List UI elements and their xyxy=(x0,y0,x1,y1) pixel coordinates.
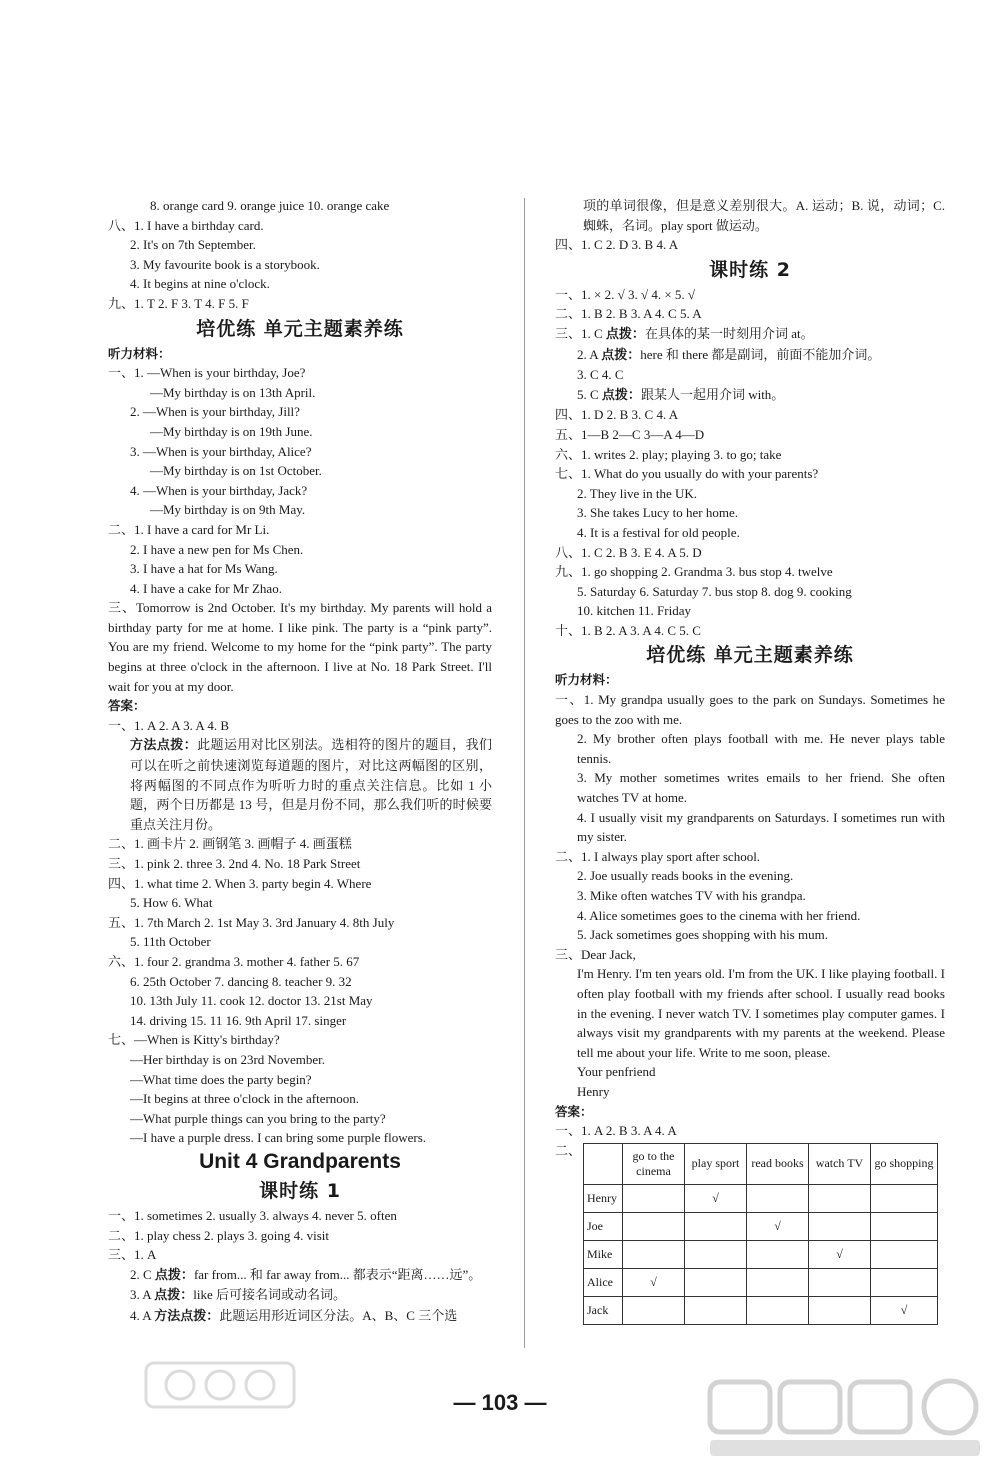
text-line: 10. kitchen 11. Friday xyxy=(577,603,691,619)
column-divider xyxy=(524,198,525,1348)
text-line: 2. Joe usually reads books in the evening. xyxy=(577,868,794,884)
table-cell xyxy=(747,1296,809,1324)
text-line: 一、1. × 2. √ 3. √ 4. × 5. √ xyxy=(555,286,696,302)
table-corner-cell xyxy=(584,1143,623,1184)
section-heading: 培优练 单元主题素养练 xyxy=(196,317,404,340)
tip-label: 点拨： xyxy=(601,347,641,363)
table-cell xyxy=(747,1240,809,1268)
table-row xyxy=(584,1212,938,1240)
item-number: 4. A xyxy=(130,1307,155,1323)
lesson-heading: 课时练 1 xyxy=(259,1179,341,1202)
item-number: 3. A xyxy=(130,1287,155,1303)
site-watermark-logo xyxy=(700,1372,990,1462)
text-line: 一、1. My grandpa usually goes to the park on Sundays. Sometimes he goes to the zoo with me. xyxy=(555,692,945,727)
listening-label: 听力材料： xyxy=(555,672,618,688)
table-cell: √ xyxy=(809,1240,871,1268)
table-cell xyxy=(623,1240,685,1268)
text-line: 5. Saturday 6. Saturday 7. bus stop 8. dog 9. cooking xyxy=(577,583,852,599)
text-line: 4. I have a cake for Mr Zhao. xyxy=(130,580,282,596)
item-number: 5. C xyxy=(577,386,602,402)
table-header-cell: go to the cinema xyxy=(623,1143,685,1184)
table-cell xyxy=(623,1184,685,1212)
item-number: 2. A xyxy=(577,346,602,362)
text-line: 5. 11th October xyxy=(130,934,211,950)
text-line: 五、1. 7th March 2. 1st May 3. 3rd January 4. 8th July xyxy=(108,914,395,930)
text-line: —I have a purple dress. I can bring some purple flowers. xyxy=(130,1130,427,1146)
text-line: 4. It is a festival for old people. xyxy=(577,524,740,540)
item-number: 三、1. C xyxy=(555,325,606,341)
text-line: 4. I usually visit my grandparents on Saturdays. I sometimes run with my sister. xyxy=(577,809,945,845)
tip-text: 跟某人一起用介词 with。 xyxy=(640,386,785,402)
text-line: 3. C 4. C xyxy=(577,367,624,383)
text-line: 3. She takes Lucy to her home. xyxy=(577,505,739,521)
table-row xyxy=(584,1184,938,1212)
table-header-cell: play sport xyxy=(685,1143,747,1184)
text-line: 十、1. B 2. A 3. A 4. C 5. C xyxy=(555,622,701,638)
tip-text: 此题运用对比区别法。选相符的图片的题目，我们可以在听之前快速浏览每道题的图片，对比这两幅图的区别，将两幅图的不同点作为听听力时的重点关注信息。比如 1 小题，两个日历都是 13 号，但是月份不同，那么我们听的时候要重点关注月份。 xyxy=(130,737,492,832)
table-header-cell: watch TV xyxy=(809,1143,871,1184)
table-cell: √ xyxy=(623,1268,685,1296)
tip-label: 方法点拨： xyxy=(154,1308,220,1324)
text-line: 4. It begins at nine o'clock. xyxy=(130,276,270,292)
text-line: —It begins at three o'clock in the afternoon. xyxy=(130,1091,360,1107)
lesson-heading: 课时练 2 xyxy=(709,258,791,281)
text-line: 六、1. writes 2. play; playing 3. to go; take xyxy=(555,446,782,462)
tip-line xyxy=(555,345,945,366)
unit-title: Unit 4 Grandparents xyxy=(199,1149,401,1173)
row-name: Mike xyxy=(584,1240,623,1268)
tip-text: like 后可接名词或动名词。 xyxy=(193,1287,346,1303)
text-line: —My birthday is on 9th May. xyxy=(150,502,306,518)
paragraph: 三、Tomorrow is 2nd October. It's my birthday. My parents will hold a birthday party for me at home. I like pink. The party is a “pink party”. You are my friend. Welcome to my home for the “pink party”. The party begins at three o'clock in the afternoon. I live at No. 18 Park Street. I'll wait for you at my door. xyxy=(108,600,492,694)
text-line: 四、1. what time 2. When 3. party begin 4. Where xyxy=(108,875,372,891)
answer-label: 答案： xyxy=(108,698,146,714)
text-line: —My birthday is on 13th April. xyxy=(150,384,316,400)
text-line: 5. Jack sometimes goes shopping with his mum. xyxy=(577,927,828,943)
text-line: 八、1. I have a birthday card. xyxy=(108,217,264,233)
table-cell: √ xyxy=(871,1296,938,1324)
text-line: 3. I have a hat for Ms Wang. xyxy=(130,561,278,577)
tip-label: 点拨： xyxy=(601,387,641,403)
row-name: Joe xyxy=(584,1212,623,1240)
text-line: 四、1. D 2. B 3. C 4. A xyxy=(555,407,679,423)
table-cell xyxy=(747,1268,809,1296)
table-cell: √ xyxy=(685,1184,747,1212)
table-row xyxy=(584,1296,938,1324)
text-line: 一、1. A 2. B 3. A 4. A xyxy=(555,1123,677,1139)
table-cell xyxy=(623,1296,685,1324)
text-line: Henry xyxy=(577,1083,610,1099)
tip-label: 点拨： xyxy=(154,1288,194,1304)
text-line: 2. It's on 7th September. xyxy=(130,237,256,253)
tip-line xyxy=(555,324,945,345)
tip-label: 点拨： xyxy=(154,1267,194,1283)
text-line: 10. 13th July 11. cook 12. doctor 13. 21st May xyxy=(130,993,373,1009)
listening-label: 听力材料： xyxy=(108,345,171,361)
text-line: 4. —When is your birthday, Jack? xyxy=(130,482,308,498)
text-line: 七、—When is Kitty's birthday? xyxy=(108,1032,280,1048)
text-line: 4. Alice sometimes goes to the cinema with her friend. xyxy=(577,907,861,923)
text-line: 二、1. I always play sport after school. xyxy=(555,848,761,864)
table-cell xyxy=(809,1268,871,1296)
table-cell xyxy=(623,1212,685,1240)
text-line: 二、1. B 2. B 3. A 4. C 5. A xyxy=(555,306,702,322)
text-line: 一、1. sometimes 2. usually 3. always 4. never 5. often xyxy=(108,1207,397,1223)
table-cell xyxy=(809,1296,871,1324)
table-cell xyxy=(871,1268,938,1296)
text-line: 七、1. What do you usually do with your parents? xyxy=(555,466,819,482)
text-line: —What time does the party begin? xyxy=(130,1071,312,1087)
text-line: 2. I have a new pen for Ms Chen. xyxy=(130,541,304,557)
table-header-cell: go shopping xyxy=(871,1143,938,1184)
text-line: —Her birthday is on 23rd November. xyxy=(130,1051,325,1067)
tip-line xyxy=(108,1306,492,1327)
text-line: 8. orange card 9. orange juice 10. orange cake xyxy=(150,198,390,213)
left-column xyxy=(108,196,492,1326)
row-name: Henry xyxy=(584,1184,623,1212)
table-cell xyxy=(809,1184,871,1212)
text-line: 2. —When is your birthday, Jill? xyxy=(130,404,300,420)
text-line: 3. My mother sometimes writes emails to her friend. She often watches TV at home. xyxy=(577,770,945,806)
page-number: — 103 — xyxy=(453,1390,547,1415)
table-cell xyxy=(685,1240,747,1268)
table-cell xyxy=(871,1240,938,1268)
text-line: 6. 25th October 7. dancing 8. teacher 9. 32 xyxy=(130,973,352,989)
tip-text: 此题运用形近词区分法。A、B、C 三个选 xyxy=(219,1307,458,1323)
text-line: 一、1. —When is your birthday, Joe? xyxy=(108,365,306,381)
table-cell xyxy=(747,1184,809,1212)
text-line: 3. My favourite book is a storybook. xyxy=(130,256,320,272)
table-cell: √ xyxy=(747,1212,809,1240)
text-line: 14. driving 15. 11 16. 9th April 17. singer xyxy=(130,1012,347,1028)
table-header-row xyxy=(584,1143,938,1184)
text-line: —My birthday is on 1st October. xyxy=(150,463,322,479)
item-number: 2. C xyxy=(130,1266,155,1282)
text-line: 九、1. T 2. F 3. T 4. F 5. F xyxy=(108,295,249,311)
text-line: —My birthday is on 19th June. xyxy=(150,423,313,439)
text-line: 四、1. C 2. D 3. B 4. A xyxy=(555,237,679,253)
answer-label: 答案： xyxy=(555,1103,593,1119)
right-column: 项的单词很像，但是意义差别很大。A. 运动；B. 说，动词；C. 蜘蛛，名词。play sport 做运动。 四、1. C 2. D 3. B 4. A 课时练 2 一、1. × 2. √ 3. √ 4. × 5. √ 二、1. B 2. B 3. A 4. C 5. A 三、1. C 点拨：在具体的某一时刻用介词 at。 2. A 点拨：here 和 there 都是副词，前面不能加介词。 3. C 4. C 5. C 点拨：跟某人一起用介词 with。 四、1. D 2. B 3. C 4. A 五、1—B 2—C 3—A 4—D 六、1. writes 2. play; playing 3. to go; take 七、1. What do you usually do with your parents? 2. They live in the UK. 3. She takes Lucy to her home. 4. It is a festival for old people. 八、1. C 2. B 3. E 4. A 5. D 九、1. go shopping 2. Grandma 3. bus stop 4. twelve 5. Saturday 6. Saturday 7. bus stop 8. dog 9. cooking 10. kitchen 11. Friday 十、1. B 2. A 3. A 4. C 5. C 培优练 单元主题素养练 听力材料： 一、1. My grandpa usually goes to the park on Sundays. Sometimes he goes to the zoo with me. 2. My brother often plays football with me. He never plays table tennis. 3. My mother sometimes writes emails to her friend. She often watches TV at home. 4. I usually visit my grandparents on Saturdays. I sometimes run with my sister. 二、1. I always play sport after school. 2. Joe usually reads books in the evening. 3. Mike often watches TV with his grandpa. 4. Alice sometimes goes to the cinema with her friend. 5. Jack sometimes goes shopping with his mum. 三、Dear Jack, I'm Henry. I'm ten years old. I'm from the UK. I like playing football. I often play football with my friends after school. I usually read books in the evening. I never watch TV. I sometimes play computer games. I always visit my grandparents with my parents at the weekend. Please tell me about your life. Write to me soon, please. Your penfriend Henry 答案： 一、1. A 2. B 3. A 4. A 二、 go to the cinema play sport read books watch TV go shopping Henry √ Joe √ Mike √ Alice √ Jack √ xyxy=(555,196,945,1325)
text-line: 3. Mike often watches TV with his grandpa. xyxy=(577,888,806,903)
text-line: 项的单词很像，但是意义差别很大。A. 运动；B. 说，动词；C. 蜘蛛，名词。play sport 做运动。 xyxy=(583,198,945,233)
tip-text: 在具体的某一时刻用介词 at。 xyxy=(644,325,814,341)
text-line: 2. My brother often plays football with me. He never plays table tennis. xyxy=(577,731,945,766)
row-name: Alice xyxy=(584,1268,623,1296)
table-cell xyxy=(685,1212,747,1240)
letter-body: I'm Henry. I'm ten years old. I'm from the UK. I like playing football. I often play football with my friends after school. I usually read books in the evening. I never watch TV. I sometimes play computer games. I always visit my grandparents with my parents at the weekend. Please tell me about your life. Write to me soon, please. xyxy=(577,966,945,1060)
text-line: 五、1—B 2—C 3—A 4—D xyxy=(555,426,705,442)
text-line: 2. They live in the UK. xyxy=(577,485,697,501)
text-line: 二、1. play chess 2. plays 3. going 4. visit xyxy=(108,1227,329,1243)
text-line: 八、1. C 2. B 3. E 4. A 5. D xyxy=(555,544,702,560)
tip-label: 方法点拨： xyxy=(130,738,198,754)
text-line: 三、1. pink 2. three 3. 2nd 4. No. 18 Park Street xyxy=(108,856,361,871)
table-row xyxy=(584,1268,938,1296)
text-line: —What purple things can you bring to the party? xyxy=(130,1110,386,1126)
tip-label: 点拨： xyxy=(605,326,645,342)
text-line: 3. —When is your birthday, Alice? xyxy=(130,443,312,459)
table-cell xyxy=(871,1212,938,1240)
section-heading: 培优练 单元主题素养练 xyxy=(646,644,854,667)
tip-text: far from... 和 far away from... 都表示“距离……远”。 xyxy=(193,1266,482,1282)
table-cell xyxy=(809,1212,871,1240)
text-line: 三、Dear Jack, xyxy=(555,946,636,962)
table-row xyxy=(584,1240,938,1268)
text-line: 二、1. I have a card for Mr Li. xyxy=(108,521,270,537)
text-line: 六、1. four 2. grandma 3. mother 4. father 5. 67 xyxy=(108,953,360,969)
text-line: Your penfriend xyxy=(577,1064,656,1080)
tip-line xyxy=(555,385,945,406)
table-cell xyxy=(871,1184,938,1212)
text-line: 一、1. A 2. A 3. A 4. B xyxy=(108,717,229,733)
table-cell xyxy=(685,1268,747,1296)
table-header-cell: read books xyxy=(747,1143,809,1184)
text-line: 二、1. 画卡片 2. 画钢笔 3. 画帽子 4. 画蛋糕 xyxy=(108,836,352,852)
text-line: 九、1. go shopping 2. Grandma 3. bus stop 4. twelve xyxy=(555,564,833,580)
tip-line xyxy=(108,1265,492,1286)
text-line: 5. How 6. What xyxy=(130,895,213,911)
stamp-watermark-icon xyxy=(140,1355,300,1415)
tip-line xyxy=(108,1285,492,1306)
table-cell xyxy=(685,1296,747,1324)
text-line: 三、1. A xyxy=(108,1247,157,1263)
method-tip xyxy=(108,735,492,834)
answer-table xyxy=(583,1143,938,1325)
row-name: Jack xyxy=(584,1296,623,1324)
tip-text: here 和 there 都是副词，前面不能加介词。 xyxy=(640,346,881,362)
